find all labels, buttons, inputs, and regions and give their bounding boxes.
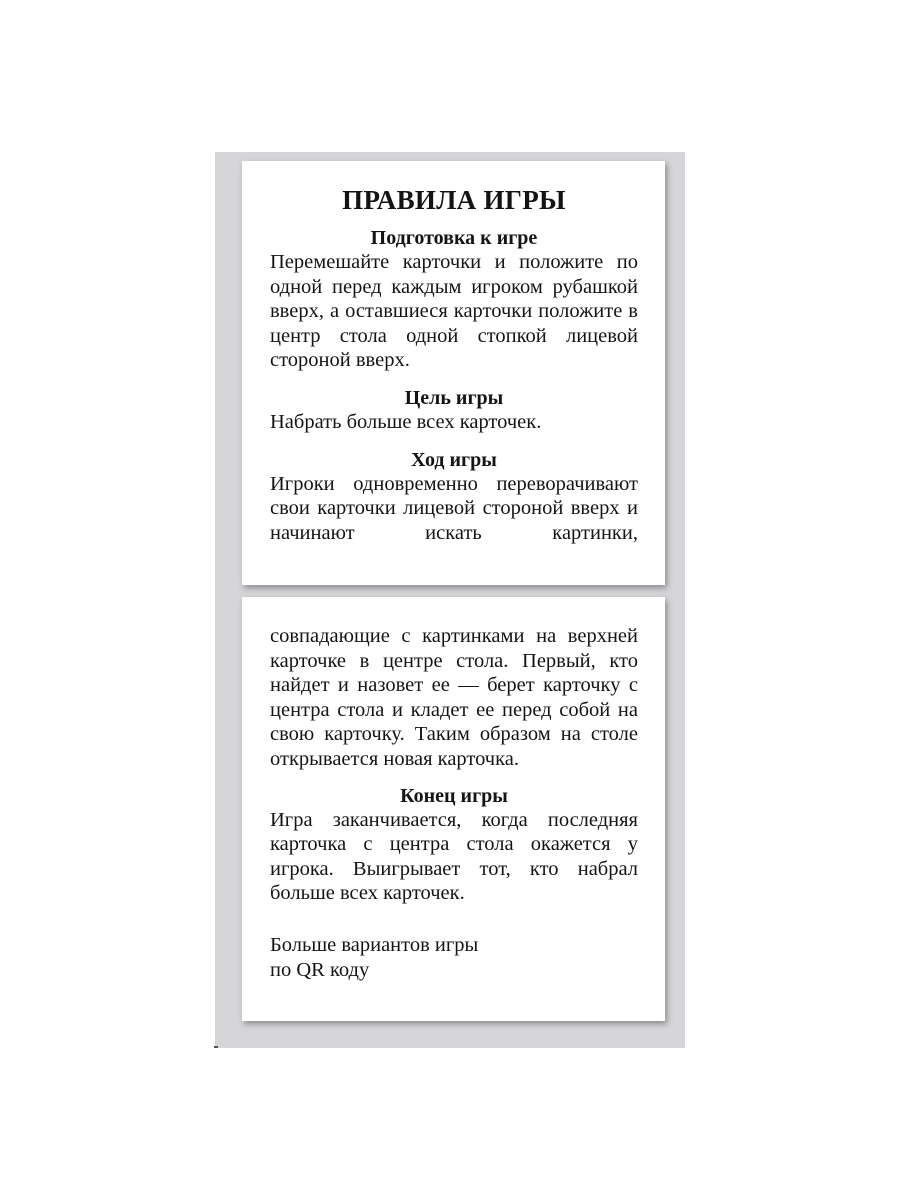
turn-text-part2: совпадающие с картинками на верхней карточке в центре стола. Первый, кто найдет и назовет ее — берет карточку с центра стола и кладет ее перед собой на свою карточку. Таким образом на столе открывается новая карточка. (270, 625, 638, 770)
page-title: ПРАВИЛА ИГРЫ (342, 185, 566, 215)
footer-line-1: Больше вариантов игры (270, 933, 479, 956)
rules-card-back (242, 597, 665, 1021)
end-text: Игра заканчивается, когда последняя карточка с центра стола окажется у игрока. Выигрывает тот, кто набрал больше всех карточек. (270, 808, 638, 905)
crop-mark (214, 1046, 218, 1048)
rules-card-front (242, 161, 665, 585)
preparation-heading: Подготовка к игре (370, 227, 538, 249)
footer-note (270, 933, 638, 983)
preparation-text: Перемешайте карточки и положите по одной перед каждым игроком рубашкой вверх, а оставшиеся карточки положите в центр стола одной стопкой лицевой стороной вверх. (270, 251, 638, 372)
goal-text: Набрать больше всех карточек. (270, 410, 542, 433)
turn-text-part1: Игроки одновременно переворачивают свои карточки лицевой стороной вверх и начинают искать картинки, (270, 472, 638, 544)
footer-line-2: по QR коду (270, 958, 370, 981)
end-heading: Конец игры (400, 784, 508, 807)
turn-heading: Ход игры (411, 448, 497, 471)
goal-heading: Цель игры (404, 386, 504, 409)
